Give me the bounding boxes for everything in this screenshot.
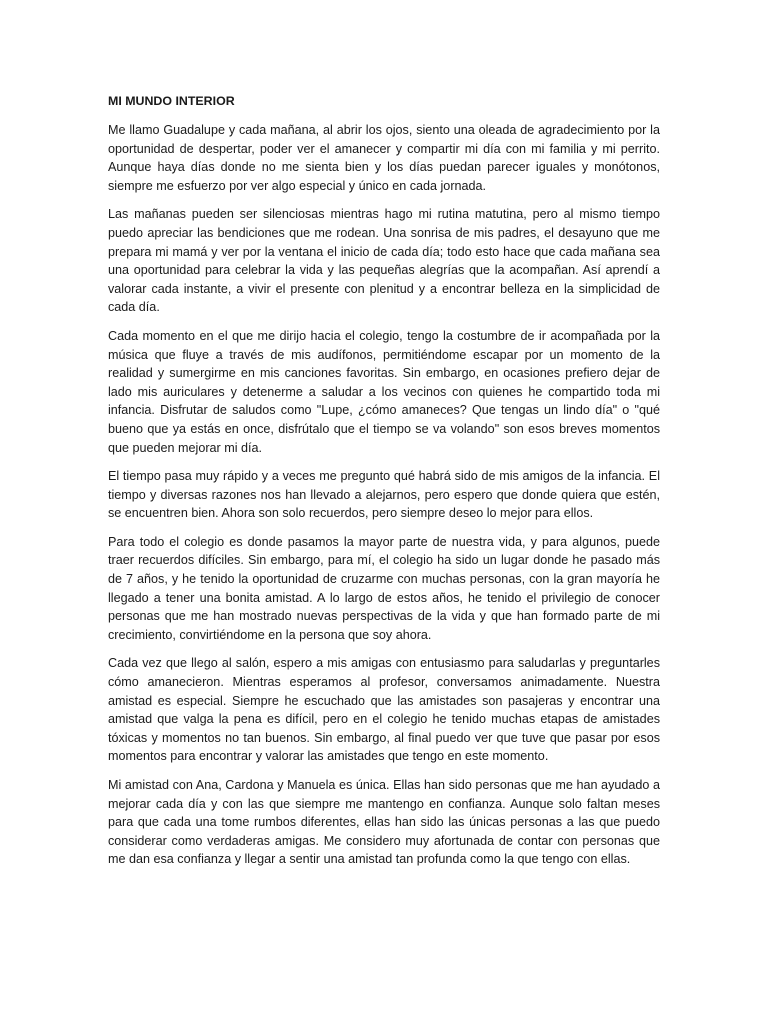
paragraph-1: Me llamo Guadalupe y cada mañana, al abrir los ojos, siento una oleada de agradecimiento por la oportunidad de despertar, poder ver el amanecer y compartir mi día con mi familia y mi perrito. Aunque haya días donde no me sienta bien y los días puedan parecer iguales y monótonos, siempre me esfuerzo por ver algo especial y único en cada jornada. (108, 123, 660, 193)
paragraph-7: Mi amistad con Ana, Cardona y Manuela es única. Ellas han sido personas que me han ayudado a mejorar cada día y con las que siempre me mantengo en confianza. Aunque solo faltan meses para que cada una tome rumbos diferentes, ellas han sido las únicas personas a las que puedo considerar como verdaderas amigas. Me considero muy afortunada de contar con personas que me dan esa confianza y llegar a sentir una amistad tan profunda como la que tengo con ellas. (108, 778, 660, 867)
paragraph-5: Para todo el colegio es donde pasamos la mayor parte de nuestra vida, y para algunos, puede traer recuerdos difíciles. Sin embargo, para mí, el colegio ha sido un lugar donde he pasado más de 7 años, y he tenido la oportunidad de cruzarme con muchas personas, con la gran mayoría he llegado a tener una bonita amistad. A lo largo de estos años, he tenido el privilegio de conocer personas que me han mostrado nuevas perspectivas de la vida y que han formado parte de mi crecimiento, convirtiéndome en la persona que soy ahora. (108, 534, 660, 642)
document-page (108, 92, 660, 879)
paragraph-3: Cada momento en el que me dirijo hacia el colegio, tengo la costumbre de ir acompañada por la música que fluye a través de mis audífonos, permitiéndome escapar por un momento de la realidad y sumergirme en mis canciones favoritas. Sin embargo, en ocasiones prefiero dejar de lado mis auriculares y detenerme a saludar a los vecinos con quienes he compartido toda mi infancia. Disfrutar de saludos como "Lupe, ¿cómo amaneces? Que tengas un lindo día" o "qué bueno que ya estás en once, disfrútalo que el tiempo se va volando" son esos breves momentos que pueden mejorar mi día. (108, 328, 660, 455)
paragraph-4: El tiempo pasa muy rápido y a veces me pregunto qué habrá sido de mis amigos de la infancia. El tiempo y diversas razones nos han llevado a alejarnos, pero espero que donde quiera que estén, se encuentren bien. Ahora son solo recuerdos, pero siempre deseo lo mejor para ellos. (108, 469, 660, 521)
paragraph-6: Cada vez que llego al salón, espero a mis amigas con entusiasmo para saludarlas y preguntarles cómo amanecieron. Mientras esperamos al profesor, conversamos animadamente. Nuestra amistad es especial. Siempre he escuchado que las amistades son pasajeras y encontrar una amistad que valga la pena es difícil, pero en el colegio he tenido muchas etapas de amistades tóxicas y momentos no tan buenos. Sin embargo, al final puedo ver que tuve que pasar por esos momentos para encontrar y valorar las amistades que tengo en este momento. (108, 656, 660, 764)
document-title: MI MUNDO INTERIOR (108, 94, 235, 108)
paragraph-2: Las mañanas pueden ser silenciosas mientras hago mi rutina matutina, pero al mismo tiempo puedo apreciar las bendiciones que me rodean. Una sonrisa de mis padres, el desayuno que me prepara mi mamá y ver por la ventana el inicio de cada día; todo esto hace que cada mañana sea una oportunidad para celebrar la vida y las pequeñas alegrías que la acompañan. Así aprendí a valorar cada instante, a vivir el presente con plenitud y a encontrar belleza en la simplicidad de cada día. (108, 207, 660, 315)
